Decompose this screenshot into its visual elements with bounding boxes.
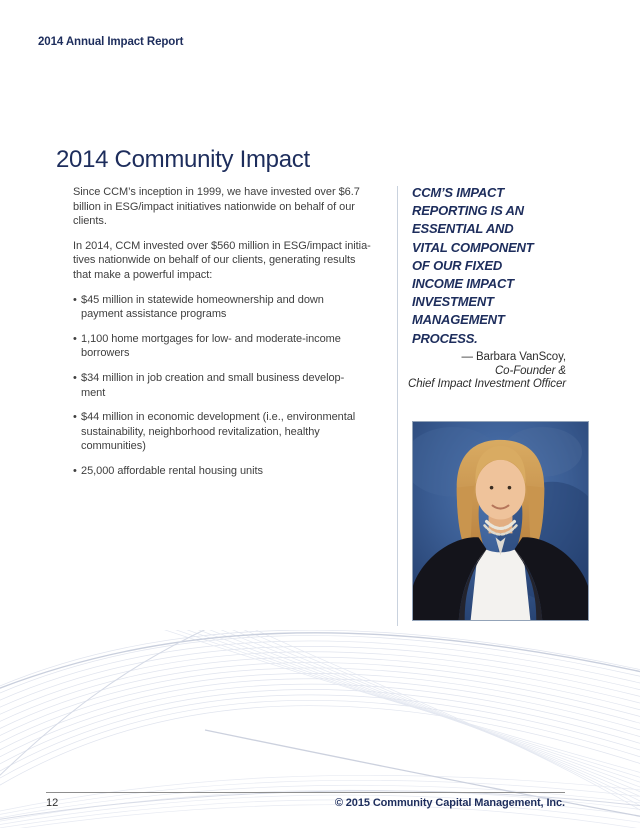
bullet-icon: •	[73, 411, 77, 424]
column-divider	[397, 186, 398, 626]
copyright-text: © 2015 Community Capital Management, Inc.	[334, 797, 565, 809]
bullet-icon: •	[73, 464, 77, 477]
portrait-photo-art	[413, 422, 588, 620]
list-item	[73, 332, 399, 361]
body-column	[73, 185, 399, 489]
list-item	[73, 293, 399, 322]
portrait-photo	[412, 421, 589, 621]
quote-attribution	[400, 351, 566, 392]
list-item	[73, 371, 399, 400]
bullet-icon: •	[73, 371, 77, 384]
list-item	[73, 464, 399, 479]
page-number: 12	[46, 797, 59, 809]
bullet-text: $45 million in statewide homeownership and down payment assistance programs	[81, 293, 324, 321]
attribution-name: — Barbara VanScoy,	[461, 351, 566, 363]
attribution-role: Co-Founder &	[494, 364, 566, 377]
page-title: 2014 Community Impact	[56, 146, 310, 173]
bullet-text: 25,000 affordable rental housing units	[81, 464, 263, 477]
pull-quote: CCM’S IMPACT REPORTING IS AN ESSENTIAL AND VITAL COMPONENT OF OUR FIXED INCOME IMPACT INVESTMENT MANAGEMENT PROCESS.	[412, 185, 534, 346]
results-paragraph: In 2014, CCM invested over $560 million in ESG/impact initia- tives nationwide on behalf of our clients, generating results that make a powerful impact:	[73, 239, 371, 281]
bullet-icon: •	[73, 293, 77, 306]
sidebar	[412, 184, 568, 348]
report-header: 2014 Annual Impact Report	[38, 36, 184, 48]
list-item	[73, 410, 399, 454]
bullet-text: $44 million in economic development (i.e., environmental sustainability, neighborhood revitalization, healthy communities)	[81, 411, 356, 453]
footer-rule	[46, 792, 565, 793]
impact-bullet-list	[73, 293, 399, 479]
bullet-icon: •	[73, 332, 77, 345]
attribution-role: Chief Impact Investment Officer	[408, 378, 566, 390]
bullet-text: 1,100 home mortgages for low- and moderate-income borrowers	[81, 332, 341, 360]
bullet-text: $34 million in job creation and small business develop- ment	[81, 371, 345, 399]
intro-paragraph: Since CCM’s inception in 1999, we have invested over $6.7 billion in ESG/impact initiatives nationwide on behalf of our clients.	[73, 186, 360, 228]
